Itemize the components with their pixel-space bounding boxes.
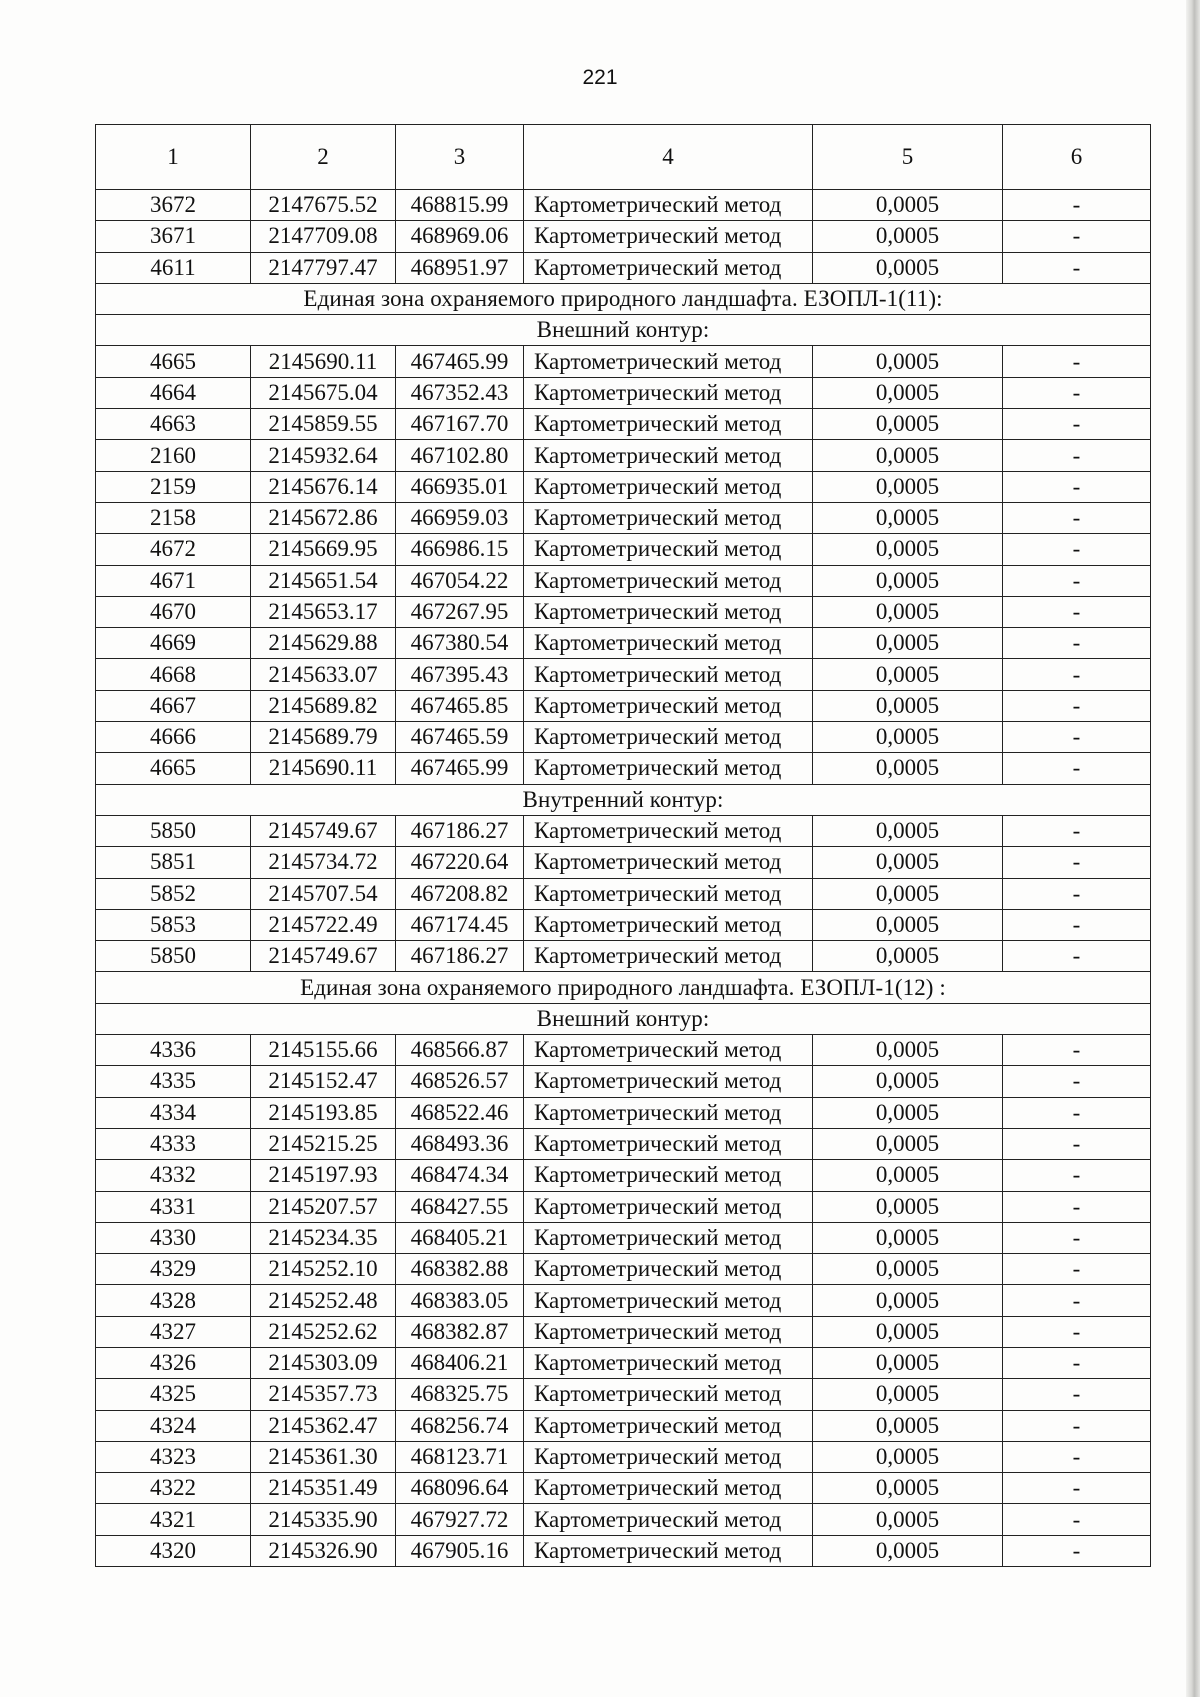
y-coordinate-cell: 467352.43	[396, 377, 524, 408]
y-coordinate-cell: 468526.57	[396, 1066, 524, 1097]
page-number: 221	[582, 66, 618, 89]
table-row	[96, 1379, 1151, 1410]
accuracy-cell: 0,0005	[813, 1347, 1003, 1378]
note-cell: -	[1003, 409, 1151, 440]
x-coordinate-cell: 2145707.54	[251, 878, 396, 909]
x-coordinate-cell: 2145152.47	[251, 1066, 396, 1097]
point-number-cell: 3671	[96, 221, 251, 252]
note-cell: -	[1003, 1160, 1151, 1191]
method-cell: Картометрический метод	[524, 1316, 813, 1347]
method-cell: Картометрический метод	[524, 722, 813, 753]
note-cell: -	[1003, 1379, 1151, 1410]
accuracy-cell: 0,0005	[813, 502, 1003, 533]
method-cell: Картометрический метод	[524, 596, 813, 627]
x-coordinate-cell: 2145361.30	[251, 1441, 396, 1472]
method-cell: Картометрический метод	[524, 1441, 813, 1472]
method-cell: Картометрический метод	[524, 1035, 813, 1066]
x-coordinate-cell: 2147709.08	[251, 221, 396, 252]
table-row	[96, 1535, 1151, 1566]
y-coordinate-cell: 467905.16	[396, 1535, 524, 1566]
table-row	[96, 221, 1151, 252]
x-coordinate-cell: 2145335.90	[251, 1504, 396, 1535]
table-row	[96, 596, 1151, 627]
y-coordinate-cell: 468815.99	[396, 190, 524, 221]
accuracy-cell: 0,0005	[813, 1066, 1003, 1097]
x-coordinate-cell: 2145155.66	[251, 1035, 396, 1066]
x-coordinate-cell: 2145357.73	[251, 1379, 396, 1410]
note-cell: -	[1003, 1316, 1151, 1347]
point-number-cell: 4672	[96, 534, 251, 565]
y-coordinate-cell: 468951.97	[396, 252, 524, 283]
accuracy-cell: 0,0005	[813, 815, 1003, 846]
method-cell: Картометрический метод	[524, 1535, 813, 1566]
accuracy-cell: 0,0005	[813, 1441, 1003, 1472]
note-cell: -	[1003, 1347, 1151, 1378]
accuracy-cell: 0,0005	[813, 878, 1003, 909]
accuracy-cell: 0,0005	[813, 1222, 1003, 1253]
method-cell: Картометрический метод	[524, 628, 813, 659]
note-cell: -	[1003, 1066, 1151, 1097]
table-row	[96, 377, 1151, 408]
x-coordinate-cell: 2145215.25	[251, 1128, 396, 1159]
method-cell: Картометрический метод	[524, 659, 813, 690]
point-number-cell: 4665	[96, 753, 251, 784]
accuracy-cell: 0,0005	[813, 1473, 1003, 1504]
accuracy-cell: 0,0005	[813, 1316, 1003, 1347]
accuracy-cell: 0,0005	[813, 221, 1003, 252]
section-header-row	[96, 784, 1151, 815]
point-number-cell: 4327	[96, 1316, 251, 1347]
table-row	[96, 409, 1151, 440]
table-row	[96, 1410, 1151, 1441]
accuracy-cell: 0,0005	[813, 1128, 1003, 1159]
y-coordinate-cell: 467927.72	[396, 1504, 524, 1535]
x-coordinate-cell: 2145252.10	[251, 1254, 396, 1285]
section-title: Внешний контур:	[96, 1003, 1151, 1034]
table-row	[96, 753, 1151, 784]
y-coordinate-cell: 466959.03	[396, 502, 524, 533]
x-coordinate-cell: 2145234.35	[251, 1222, 396, 1253]
point-number-cell: 4325	[96, 1379, 251, 1410]
x-coordinate-cell: 2145749.67	[251, 815, 396, 846]
y-coordinate-cell: 468256.74	[396, 1410, 524, 1441]
point-number-cell: 5850	[96, 941, 251, 972]
accuracy-cell: 0,0005	[813, 190, 1003, 221]
y-coordinate-cell: 467186.27	[396, 815, 524, 846]
note-cell: -	[1003, 346, 1151, 377]
note-cell: -	[1003, 753, 1151, 784]
table-row	[96, 440, 1151, 471]
x-coordinate-cell: 2145749.67	[251, 941, 396, 972]
table-row	[96, 1035, 1151, 1066]
x-coordinate-cell: 2145326.90	[251, 1535, 396, 1566]
x-coordinate-cell: 2145690.11	[251, 346, 396, 377]
point-number-cell: 4671	[96, 565, 251, 596]
note-cell: -	[1003, 1191, 1151, 1222]
point-number-cell: 4320	[96, 1535, 251, 1566]
accuracy-cell: 0,0005	[813, 1035, 1003, 1066]
table-row	[96, 941, 1151, 972]
y-coordinate-cell: 468474.34	[396, 1160, 524, 1191]
x-coordinate-cell: 2145672.86	[251, 502, 396, 533]
point-number-cell: 4333	[96, 1128, 251, 1159]
table-row	[96, 1441, 1151, 1472]
y-coordinate-cell: 468493.36	[396, 1128, 524, 1159]
y-coordinate-cell: 467465.99	[396, 753, 524, 784]
method-cell: Картометрический метод	[524, 815, 813, 846]
table-body	[96, 125, 1151, 1567]
point-number-cell: 5852	[96, 878, 251, 909]
accuracy-cell: 0,0005	[813, 1285, 1003, 1316]
x-coordinate-cell: 2147797.47	[251, 252, 396, 283]
point-number-cell: 4323	[96, 1441, 251, 1472]
accuracy-cell: 0,0005	[813, 909, 1003, 940]
method-cell: Картометрический метод	[524, 1160, 813, 1191]
y-coordinate-cell: 468325.75	[396, 1379, 524, 1410]
accuracy-cell: 0,0005	[813, 1254, 1003, 1285]
header-cell: 5	[813, 125, 1003, 190]
x-coordinate-cell: 2147675.52	[251, 190, 396, 221]
y-coordinate-cell: 468427.55	[396, 1191, 524, 1222]
x-coordinate-cell: 2145362.47	[251, 1410, 396, 1441]
method-cell: Картометрический метод	[524, 1128, 813, 1159]
section-title: Внешний контур:	[96, 315, 1151, 346]
method-cell: Картометрический метод	[524, 377, 813, 408]
accuracy-cell: 0,0005	[813, 440, 1003, 471]
point-number-cell: 4664	[96, 377, 251, 408]
y-coordinate-cell: 468382.88	[396, 1254, 524, 1285]
table-row	[96, 847, 1151, 878]
accuracy-cell: 0,0005	[813, 1535, 1003, 1566]
section-header-row	[96, 972, 1151, 1003]
y-coordinate-cell: 467208.82	[396, 878, 524, 909]
method-cell: Картометрический метод	[524, 1379, 813, 1410]
table-row	[96, 690, 1151, 721]
note-cell: -	[1003, 628, 1151, 659]
note-cell: -	[1003, 847, 1151, 878]
x-coordinate-cell: 2145653.17	[251, 596, 396, 627]
header-cell: 6	[1003, 125, 1151, 190]
note-cell: -	[1003, 1504, 1151, 1535]
x-coordinate-cell: 2145689.82	[251, 690, 396, 721]
note-cell: -	[1003, 471, 1151, 502]
header-cell: 3	[396, 125, 524, 190]
note-cell: -	[1003, 659, 1151, 690]
table-row	[96, 1191, 1151, 1222]
table-row	[96, 565, 1151, 596]
note-cell: -	[1003, 1128, 1151, 1159]
table-row	[96, 190, 1151, 221]
method-cell: Картометрический метод	[524, 346, 813, 377]
x-coordinate-cell: 2145676.14	[251, 471, 396, 502]
method-cell: Картометрический метод	[524, 1504, 813, 1535]
point-number-cell: 4329	[96, 1254, 251, 1285]
note-cell: -	[1003, 1473, 1151, 1504]
accuracy-cell: 0,0005	[813, 941, 1003, 972]
point-number-cell: 4611	[96, 252, 251, 283]
point-number-cell: 4663	[96, 409, 251, 440]
accuracy-cell: 0,0005	[813, 847, 1003, 878]
accuracy-cell: 0,0005	[813, 346, 1003, 377]
method-cell: Картометрический метод	[524, 909, 813, 940]
accuracy-cell: 0,0005	[813, 565, 1003, 596]
accuracy-cell: 0,0005	[813, 753, 1003, 784]
point-number-cell: 4321	[96, 1504, 251, 1535]
point-number-cell: 4331	[96, 1191, 251, 1222]
x-coordinate-cell: 2145651.54	[251, 565, 396, 596]
y-coordinate-cell: 468406.21	[396, 1347, 524, 1378]
method-cell: Картометрический метод	[524, 1097, 813, 1128]
note-cell: -	[1003, 815, 1151, 846]
method-cell: Картометрический метод	[524, 878, 813, 909]
table-row	[96, 659, 1151, 690]
accuracy-cell: 0,0005	[813, 1379, 1003, 1410]
accuracy-cell: 0,0005	[813, 252, 1003, 283]
x-coordinate-cell: 2145633.07	[251, 659, 396, 690]
note-cell: -	[1003, 1410, 1151, 1441]
y-coordinate-cell: 467267.95	[396, 596, 524, 627]
table-row	[96, 628, 1151, 659]
note-cell: -	[1003, 941, 1151, 972]
y-coordinate-cell: 468522.46	[396, 1097, 524, 1128]
method-cell: Картометрический метод	[524, 409, 813, 440]
table-row	[96, 1254, 1151, 1285]
method-cell: Картометрический метод	[524, 1222, 813, 1253]
x-coordinate-cell: 2145207.57	[251, 1191, 396, 1222]
table-row	[96, 1160, 1151, 1191]
method-cell: Картометрический метод	[524, 190, 813, 221]
y-coordinate-cell: 467174.45	[396, 909, 524, 940]
accuracy-cell: 0,0005	[813, 1097, 1003, 1128]
table-row	[96, 1504, 1151, 1535]
note-cell: -	[1003, 1285, 1151, 1316]
section-title: Единая зона охраняемого природного ландшафта. ЕЗОПЛ-1(12) :	[96, 972, 1151, 1003]
y-coordinate-cell: 468969.06	[396, 221, 524, 252]
point-number-cell: 2158	[96, 502, 251, 533]
scan-page-edge	[1186, 0, 1200, 1697]
y-coordinate-cell: 467395.43	[396, 659, 524, 690]
y-coordinate-cell: 468382.87	[396, 1316, 524, 1347]
point-number-cell: 4666	[96, 722, 251, 753]
table-row	[96, 909, 1151, 940]
method-cell: Картометрический метод	[524, 534, 813, 565]
point-number-cell: 5851	[96, 847, 251, 878]
method-cell: Картометрический метод	[524, 440, 813, 471]
table-row	[96, 1347, 1151, 1378]
note-cell: -	[1003, 909, 1151, 940]
table-row	[96, 1473, 1151, 1504]
note-cell: -	[1003, 502, 1151, 533]
method-cell: Картометрический метод	[524, 941, 813, 972]
method-cell: Картометрический метод	[524, 252, 813, 283]
point-number-cell: 2159	[96, 471, 251, 502]
method-cell: Картометрический метод	[524, 1410, 813, 1441]
table-row	[96, 1222, 1151, 1253]
accuracy-cell: 0,0005	[813, 596, 1003, 627]
point-number-cell: 5850	[96, 815, 251, 846]
x-coordinate-cell: 2145932.64	[251, 440, 396, 471]
note-cell: -	[1003, 1097, 1151, 1128]
x-coordinate-cell: 2145734.72	[251, 847, 396, 878]
header-cell: 1	[96, 125, 251, 190]
accuracy-cell: 0,0005	[813, 471, 1003, 502]
table-row	[96, 534, 1151, 565]
note-cell: -	[1003, 722, 1151, 753]
y-coordinate-cell: 467380.54	[396, 628, 524, 659]
note-cell: -	[1003, 1535, 1151, 1566]
accuracy-cell: 0,0005	[813, 534, 1003, 565]
accuracy-cell: 0,0005	[813, 409, 1003, 440]
accuracy-cell: 0,0005	[813, 659, 1003, 690]
x-coordinate-cell: 2145193.85	[251, 1097, 396, 1128]
section-header-row	[96, 283, 1151, 314]
table-header-row	[96, 125, 1151, 190]
section-header-row	[96, 1003, 1151, 1034]
point-number-cell: 4330	[96, 1222, 251, 1253]
y-coordinate-cell: 467465.85	[396, 690, 524, 721]
x-coordinate-cell: 2145351.49	[251, 1473, 396, 1504]
method-cell: Картометрический метод	[524, 471, 813, 502]
header-cell: 4	[524, 125, 813, 190]
x-coordinate-cell: 2145252.62	[251, 1316, 396, 1347]
point-number-cell: 4334	[96, 1097, 251, 1128]
accuracy-cell: 0,0005	[813, 1160, 1003, 1191]
coordinates-table	[95, 124, 1151, 1567]
accuracy-cell: 0,0005	[813, 690, 1003, 721]
x-coordinate-cell: 2145669.95	[251, 534, 396, 565]
table-row	[96, 878, 1151, 909]
method-cell: Картометрический метод	[524, 1191, 813, 1222]
x-coordinate-cell: 2145629.88	[251, 628, 396, 659]
note-cell: -	[1003, 1441, 1151, 1472]
note-cell: -	[1003, 565, 1151, 596]
y-coordinate-cell: 467220.64	[396, 847, 524, 878]
method-cell: Картометрический метод	[524, 753, 813, 784]
point-number-cell: 4669	[96, 628, 251, 659]
accuracy-cell: 0,0005	[813, 1191, 1003, 1222]
method-cell: Картометрический метод	[524, 690, 813, 721]
table-row	[96, 1316, 1151, 1347]
accuracy-cell: 0,0005	[813, 1410, 1003, 1441]
y-coordinate-cell: 467054.22	[396, 565, 524, 596]
point-number-cell: 4668	[96, 659, 251, 690]
table-row	[96, 1285, 1151, 1316]
x-coordinate-cell: 2145675.04	[251, 377, 396, 408]
table-row	[96, 722, 1151, 753]
y-coordinate-cell: 467102.80	[396, 440, 524, 471]
note-cell: -	[1003, 690, 1151, 721]
point-number-cell: 4665	[96, 346, 251, 377]
note-cell: -	[1003, 1254, 1151, 1285]
point-number-cell: 4335	[96, 1066, 251, 1097]
note-cell: -	[1003, 440, 1151, 471]
x-coordinate-cell: 2145859.55	[251, 409, 396, 440]
point-number-cell: 4667	[96, 690, 251, 721]
method-cell: Картометрический метод	[524, 565, 813, 596]
note-cell: -	[1003, 377, 1151, 408]
method-cell: Картометрический метод	[524, 1066, 813, 1097]
y-coordinate-cell: 468096.64	[396, 1473, 524, 1504]
point-number-cell: 4328	[96, 1285, 251, 1316]
note-cell: -	[1003, 190, 1151, 221]
table-row	[96, 1128, 1151, 1159]
table-row	[96, 1097, 1151, 1128]
method-cell: Картометрический метод	[524, 1473, 813, 1504]
x-coordinate-cell: 2145722.49	[251, 909, 396, 940]
section-header-row	[96, 315, 1151, 346]
method-cell: Картометрический метод	[524, 847, 813, 878]
table-row	[96, 815, 1151, 846]
table-row	[96, 1066, 1151, 1097]
accuracy-cell: 0,0005	[813, 722, 1003, 753]
y-coordinate-cell: 467465.99	[396, 346, 524, 377]
y-coordinate-cell: 468123.71	[396, 1441, 524, 1472]
point-number-cell: 4322	[96, 1473, 251, 1504]
point-number-cell: 4670	[96, 596, 251, 627]
x-coordinate-cell: 2145197.93	[251, 1160, 396, 1191]
point-number-cell: 2160	[96, 440, 251, 471]
method-cell: Картометрический метод	[524, 502, 813, 533]
header-cell: 2	[251, 125, 396, 190]
x-coordinate-cell: 2145690.11	[251, 753, 396, 784]
y-coordinate-cell: 468405.21	[396, 1222, 524, 1253]
section-title: Внутренний контур:	[96, 784, 1151, 815]
note-cell: -	[1003, 221, 1151, 252]
table-row	[96, 502, 1151, 533]
note-cell: -	[1003, 878, 1151, 909]
y-coordinate-cell: 468566.87	[396, 1035, 524, 1066]
table-row	[96, 471, 1151, 502]
y-coordinate-cell: 467186.27	[396, 941, 524, 972]
method-cell: Картометрический метод	[524, 1285, 813, 1316]
point-number-cell: 5853	[96, 909, 251, 940]
note-cell: -	[1003, 1035, 1151, 1066]
method-cell: Картометрический метод	[524, 1347, 813, 1378]
note-cell: -	[1003, 534, 1151, 565]
y-coordinate-cell: 466935.01	[396, 471, 524, 502]
section-title: Единая зона охраняемого природного ландшафта. ЕЗОПЛ-1(11):	[96, 283, 1151, 314]
accuracy-cell: 0,0005	[813, 377, 1003, 408]
point-number-cell: 3672	[96, 190, 251, 221]
table-row	[96, 346, 1151, 377]
y-coordinate-cell: 466986.15	[396, 534, 524, 565]
x-coordinate-cell: 2145252.48	[251, 1285, 396, 1316]
y-coordinate-cell: 468383.05	[396, 1285, 524, 1316]
accuracy-cell: 0,0005	[813, 628, 1003, 659]
x-coordinate-cell: 2145689.79	[251, 722, 396, 753]
point-number-cell: 4332	[96, 1160, 251, 1191]
method-cell: Картометрический метод	[524, 221, 813, 252]
table-row	[96, 252, 1151, 283]
point-number-cell: 4326	[96, 1347, 251, 1378]
y-coordinate-cell: 467465.59	[396, 722, 524, 753]
x-coordinate-cell: 2145303.09	[251, 1347, 396, 1378]
y-coordinate-cell: 467167.70	[396, 409, 524, 440]
note-cell: -	[1003, 252, 1151, 283]
note-cell: -	[1003, 596, 1151, 627]
accuracy-cell: 0,0005	[813, 1504, 1003, 1535]
point-number-cell: 4324	[96, 1410, 251, 1441]
note-cell: -	[1003, 1222, 1151, 1253]
point-number-cell: 4336	[96, 1035, 251, 1066]
method-cell: Картометрический метод	[524, 1254, 813, 1285]
